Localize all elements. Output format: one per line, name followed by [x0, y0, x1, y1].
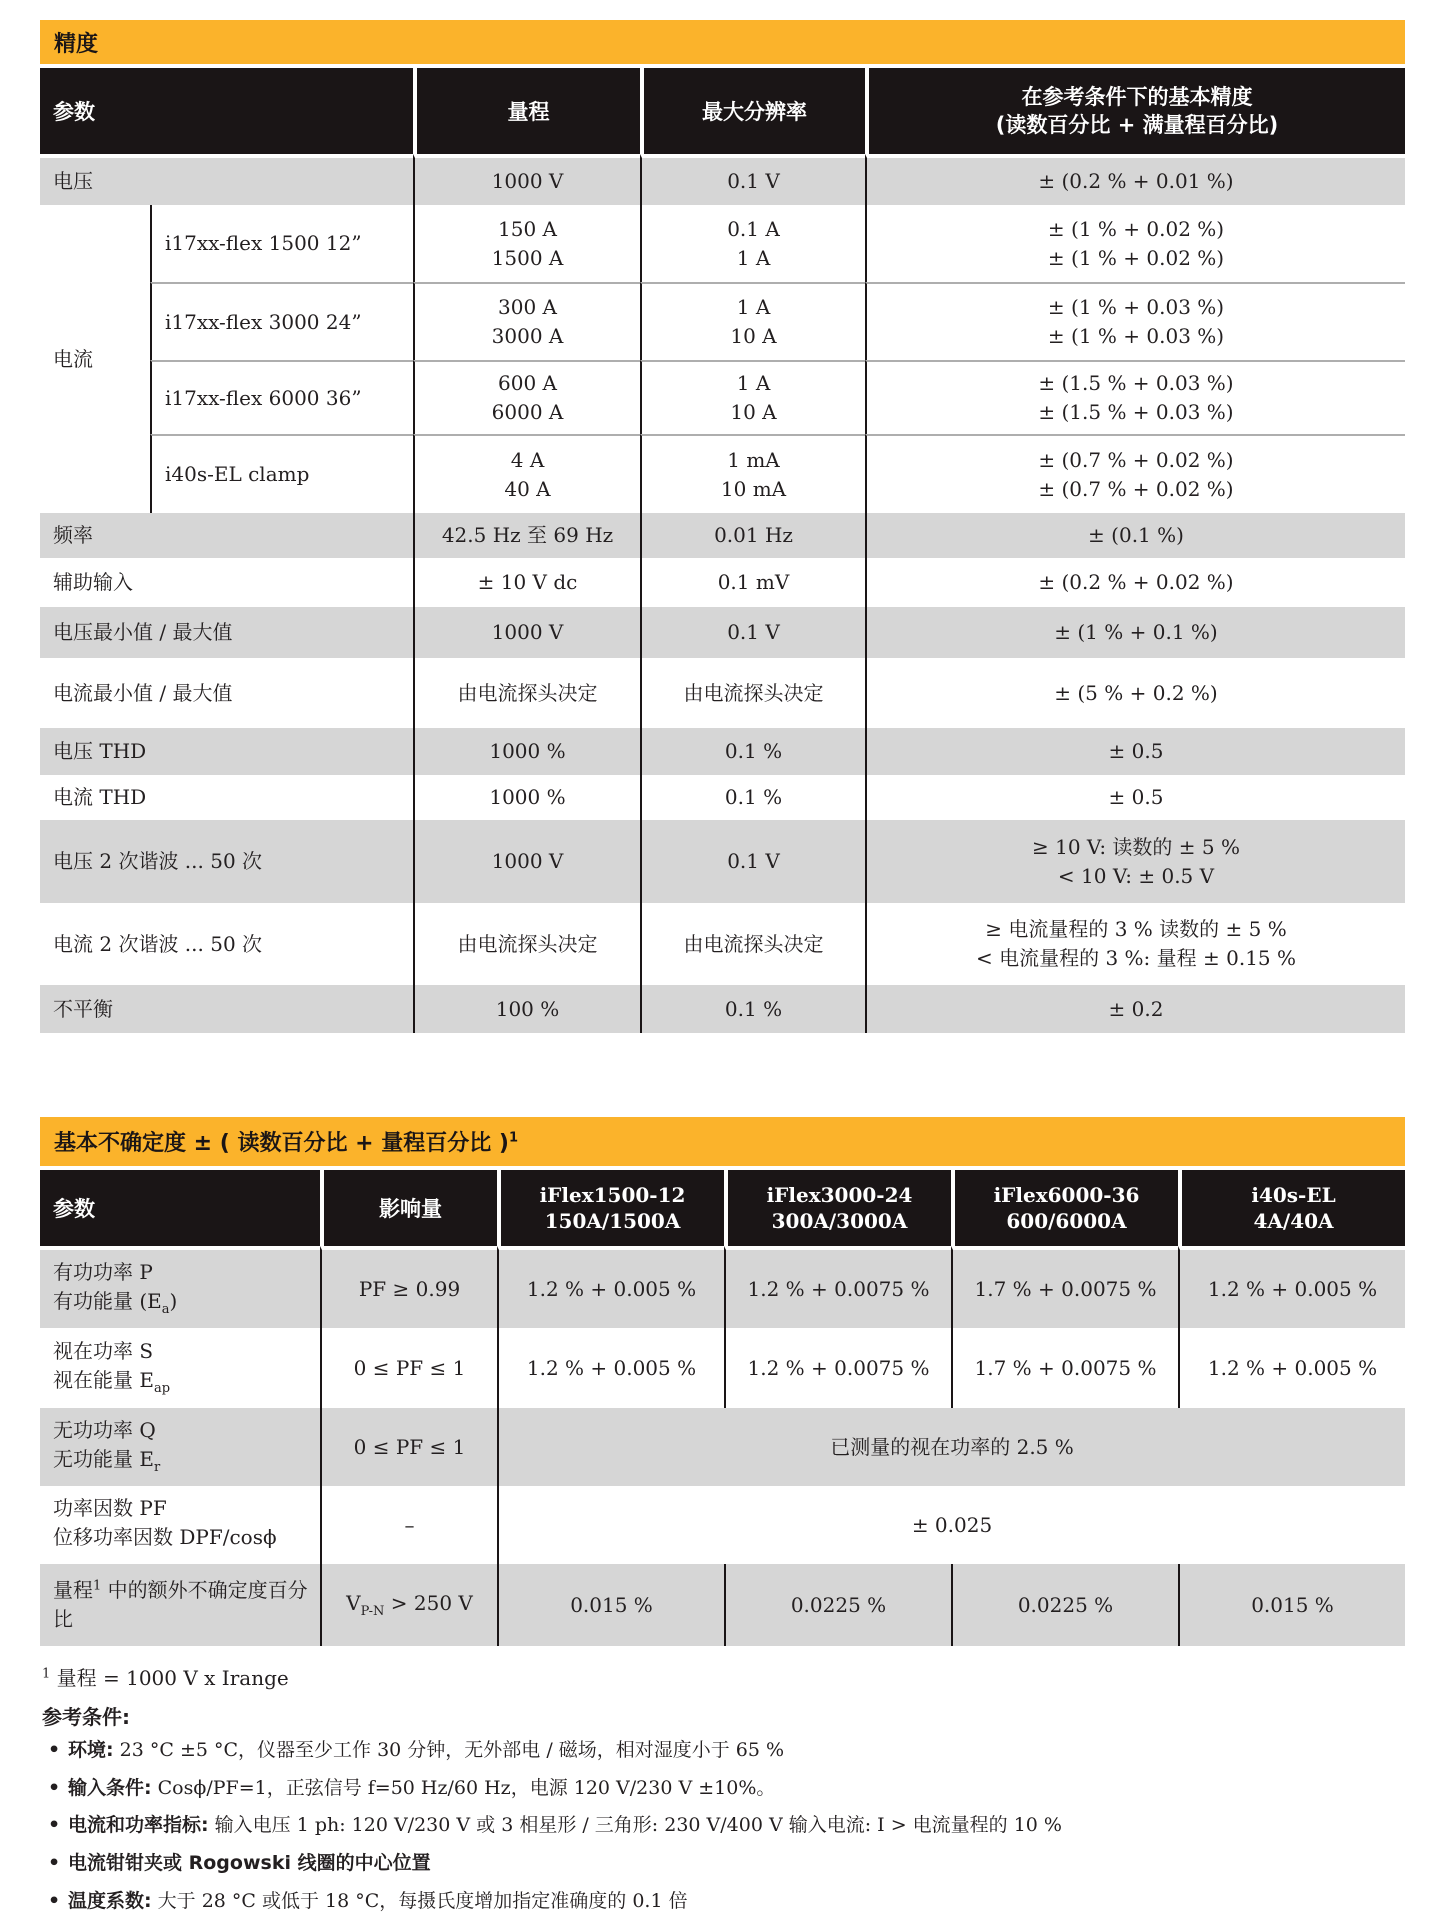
probe-name-cell: i17xx-flex 6000 36”: [150, 360, 413, 434]
table-row-frequency: [40, 513, 1405, 558]
param-line: [53, 1445, 312, 1478]
param-label: [40, 1486, 320, 1564]
table-row-power-factor: [40, 1486, 1405, 1564]
accuracy-line: ± (0.7 % + 0.02 %): [1038, 476, 1234, 501]
value-cell: 1.2 % + 0.005 %: [497, 1246, 724, 1328]
bullet-label: 电流和功率指标:: [68, 1814, 209, 1837]
param-text: 无功能量 E: [53, 1447, 154, 1472]
param-label: 电压 THD: [40, 728, 413, 775]
merged-value-cell: 已测量的视在功率的 2.5 %: [497, 1408, 1405, 1486]
header-row: [40, 68, 1405, 154]
param-text: 量程: [53, 1578, 93, 1602]
accuracy-cell: [865, 282, 1405, 360]
table-row-voltage: [40, 154, 1405, 205]
accuracy-line: < 10 V: ± 0.5 V: [1057, 863, 1215, 888]
resolution-cell: 0.01 Hz: [640, 513, 865, 558]
uncertainty-table: [40, 1170, 1405, 1646]
resolution-cell: 0.1 mV: [640, 558, 865, 607]
param-subscript: ap: [153, 1381, 171, 1397]
accuracy-line: ± (1 % + 0.02 %): [1047, 245, 1225, 270]
table-row-ithd: [40, 775, 1405, 820]
col-header-i40s: [1178, 1170, 1405, 1246]
range-cell: 1000 V: [413, 154, 640, 205]
uncertainty-section: [40, 1117, 1405, 1646]
content: [40, 20, 1405, 1926]
accuracy-line: ± (1 % + 0.02 %): [1047, 216, 1225, 241]
range-cell: [413, 434, 640, 513]
probe-header-line: i40s-EL: [1251, 1183, 1336, 1207]
influence-cell: 0 ≤ PF ≤ 1: [320, 1408, 497, 1486]
table-row-current-3000: [40, 282, 1405, 360]
probe-header-line: 4A/40A: [1253, 1209, 1334, 1233]
param-label: [40, 1246, 320, 1328]
accuracy-cell: [865, 360, 1405, 434]
param-label: 辅助输入: [53, 570, 133, 594]
param-label: 电压: [40, 154, 413, 205]
range-cell: 1000 V: [413, 820, 640, 903]
table-row-aux-input: [40, 558, 1405, 607]
bullet-environment: [42, 1738, 1405, 1764]
accuracy-cell: [865, 434, 1405, 513]
bullet-current-power-spec: [42, 1813, 1405, 1839]
bullet-text: Cosϕ/PF=1，正弦信号 f=50 Hz/60 Hz，电源 120 V/230 V ±10%。: [151, 1776, 776, 1799]
param-line: [53, 1287, 312, 1320]
bullet-label: 温度系数:: [68, 1889, 152, 1912]
uncertainty-table-header: [40, 1170, 1405, 1246]
influence-text: > 250 V: [384, 1590, 473, 1615]
value-cell: 0.0225 %: [951, 1564, 1178, 1646]
param-line: 有功功率 P: [53, 1260, 153, 1285]
col-header-iflex1500: [497, 1170, 724, 1246]
accuracy-line: < 电流量程的 3 %: 量程 ± 0.15 %: [975, 946, 1297, 970]
param-label: 电压最小值 / 最大值: [40, 607, 413, 658]
resolution-line: 1 A: [736, 295, 771, 319]
range-cell: 由电流探头决定: [413, 658, 640, 728]
resolution-line: 10 A: [730, 400, 777, 424]
range-cell: [413, 360, 640, 434]
value-cell: 1.7 % + 0.0075 %: [951, 1328, 1178, 1408]
resolution-cell: 由电流探头决定: [640, 903, 865, 985]
param-label: 频率: [40, 513, 413, 558]
range-cell: 1000 V: [413, 607, 640, 658]
accuracy-line: ± (1 % + 0.03 %): [1047, 295, 1225, 319]
param-line: 功率因数 PF: [53, 1496, 167, 1521]
accuracy-title-bar: [40, 20, 1405, 64]
resolution-line: 0.1 A: [727, 216, 780, 241]
probe-header-line: 300A/3000A: [771, 1209, 908, 1233]
range-cell: [413, 205, 640, 282]
range-cell: 1000 %: [413, 728, 640, 775]
range-line: 1500 A: [491, 245, 564, 270]
range-line: 6000 A: [491, 400, 564, 424]
value-cell: 1.2 % + 0.005 %: [497, 1328, 724, 1408]
resolution-cell: [640, 434, 865, 513]
resolution-cell: 0.1 %: [640, 985, 865, 1033]
param-line: 无功功率 Q: [53, 1418, 156, 1443]
table-row-current-i40s: [40, 434, 1405, 513]
value-cell: 1.2 % + 0.0075 %: [724, 1246, 951, 1328]
probe-name-cell: i17xx-flex 3000 24”: [150, 282, 413, 360]
accuracy-title: 精度: [54, 32, 99, 57]
col-header-resolution: 最大分辨率: [640, 68, 865, 154]
resolution-line: 10 A: [730, 324, 777, 348]
col-header-influence: 影响量: [320, 1170, 497, 1246]
bullet-temperature-coefficient: [42, 1889, 1405, 1915]
value-cell: 1.2 % + 0.005 %: [1178, 1246, 1405, 1328]
accuracy-line: ≥ 10 V: 读数的 ± 5 %: [1031, 834, 1240, 859]
bullet-label: 电流钳钳夹或 Rogowski 线圈的中心位置: [68, 1851, 431, 1874]
param-line: 视在功率 S: [53, 1339, 154, 1364]
accuracy-cell: [865, 903, 1405, 985]
param-label: 电流 THD: [53, 785, 147, 809]
param-subscript: a: [161, 1302, 170, 1318]
value-cell: 0.0225 %: [724, 1564, 951, 1646]
range-line: 3000 A: [491, 324, 564, 348]
accuracy-cell: ± (0.1 %): [865, 513, 1405, 558]
accuracy-cell: ± (0.2 % + 0.02 %): [865, 558, 1405, 607]
param-label: [40, 1328, 320, 1408]
bullet-clamp-position: [42, 1851, 1405, 1877]
range-cell: 1000 %: [413, 775, 640, 820]
param-superscript: 1: [93, 1578, 102, 1594]
col-header-iflex6000: [951, 1170, 1178, 1246]
influence-cell: –: [320, 1486, 497, 1564]
accuracy-cell: ± 0.5: [865, 775, 1405, 820]
param-text: 视在能量 E: [53, 1368, 154, 1393]
resolution-cell: 0.1 V: [640, 154, 865, 205]
table-row-vthd: [40, 728, 1405, 775]
range-line: 300 A: [498, 295, 557, 319]
accuracy-header-line1: 在参考条件下的基本精度: [1021, 84, 1253, 109]
range-line: 40 A: [504, 476, 551, 501]
reference-conditions-title: 参考条件:: [42, 1705, 130, 1729]
probe-header-line: iFlex1500-12: [539, 1183, 686, 1207]
range-cell: 100 %: [413, 985, 640, 1033]
param-text: 位移功率因数 DPF/cosϕ: [53, 1525, 277, 1550]
param-label: [40, 1408, 320, 1486]
accuracy-line: ± (1 % + 0.03 %): [1047, 324, 1225, 348]
param-label: 不平衡: [40, 985, 413, 1033]
range-cell: ± 10 V dc: [413, 558, 640, 607]
uncertainty-title-footnote-marker: 1: [508, 1130, 518, 1146]
param-label: [40, 1564, 320, 1646]
range-line: 4 A: [510, 447, 545, 472]
resolution-cell: 0.1 %: [640, 728, 865, 775]
probe-header-line: iFlex6000-36: [993, 1183, 1140, 1207]
col-header-param: 参数: [40, 68, 413, 154]
col-header-accuracy: [865, 68, 1405, 154]
accuracy-cell: ± (5 % + 0.2 %): [865, 658, 1405, 728]
influence-cell: PF ≥ 0.99: [320, 1246, 497, 1328]
resolution-cell: 0.1 %: [640, 775, 865, 820]
probe-name-cell: i17xx-flex 1500 12”: [150, 205, 413, 282]
uncertainty-title: 基本不确定度 ± ( 读数百分比 + 量程百分比 ): [54, 1131, 509, 1156]
influence-subscript: P-N: [360, 1603, 385, 1619]
range-line: 600 A: [498, 371, 557, 395]
col-header-range: 量程: [413, 68, 640, 154]
bullet-label: 环境:: [68, 1739, 114, 1761]
resolution-cell: 0.1 V: [640, 820, 865, 903]
param-line: [53, 1523, 312, 1556]
param-label: 电流 2 次谐波 ... 50 次: [53, 931, 263, 956]
accuracy-section: [40, 20, 1405, 1033]
param-text: 中的额外不确定度百分比: [53, 1578, 308, 1631]
influence-cell: [320, 1564, 497, 1646]
accuracy-table: [40, 68, 1405, 1033]
accuracy-header-line2: (读数百分比 + 满量程百分比): [995, 113, 1279, 137]
col-header-iflex3000: [724, 1170, 951, 1246]
value-cell: 1.7 % + 0.0075 %: [951, 1246, 1178, 1328]
accuracy-line: ≥ 电流量程的 3 % 读数的 ± 5 %: [985, 917, 1287, 941]
resolution-cell: 0.1 V: [640, 607, 865, 658]
table-row-iminmax: [40, 658, 1405, 728]
accuracy-line: ± (0.7 % + 0.02 %): [1038, 447, 1234, 472]
value-cell: 0.015 %: [497, 1564, 724, 1646]
range-cell: 由电流探头决定: [413, 903, 640, 985]
table-row-extra-uncertainty: [40, 1564, 1405, 1646]
accuracy-table-header: [40, 68, 1405, 154]
accuracy-line: ± (1.5 % + 0.03 %): [1038, 371, 1234, 395]
accuracy-line: ± (1.5 % + 0.03 %): [1038, 400, 1234, 424]
probe-header-line: 150A/1500A: [544, 1209, 681, 1233]
accuracy-cell: ± (1 % + 0.1 %): [865, 607, 1405, 658]
table-row-reactive-power: [40, 1408, 1405, 1486]
resolution-cell: [640, 282, 865, 360]
accuracy-cell: [865, 205, 1405, 282]
influence-text: V: [346, 1590, 361, 1615]
resolution-cell: [640, 205, 865, 282]
col-header-param: 参数: [40, 1170, 320, 1246]
param-subscript: r: [153, 1460, 161, 1476]
uncertainty-title-bar: [40, 1117, 1405, 1166]
resolution-line: 10 mA: [720, 476, 787, 501]
footnote-text: 量程 = 1000 V x Irange: [50, 1666, 289, 1690]
probe-header-line: iFlex3000-24: [766, 1183, 913, 1207]
table-row-current-6000: [40, 360, 1405, 434]
resolution-cell: [640, 360, 865, 434]
range-cell: [413, 282, 640, 360]
param-label-current: 电流: [53, 346, 93, 371]
resolution-line: 1 mA: [727, 447, 780, 472]
value-cell: 1.2 % + 0.005 %: [1178, 1328, 1405, 1408]
bullet-text: 23 °C ±5 °C，仪器至少工作 30 分钟，无外部电 / 磁场，相对湿度小于 65 %: [113, 1739, 785, 1761]
param-label: 电压 2 次谐波 ... 50 次: [40, 820, 413, 903]
accuracy-cell: ± (0.2 % + 0.01 %): [865, 154, 1405, 205]
range-cell: 42.5 Hz 至 69 Hz: [413, 513, 640, 558]
accuracy-cell: ± 0.5: [865, 728, 1405, 775]
table-row-iharmonics: [40, 903, 1405, 985]
influence-cell: 0 ≤ PF ≤ 1: [320, 1328, 497, 1408]
resolution-cell: 由电流探头决定: [640, 658, 865, 728]
bullet-label: 输入条件:: [68, 1776, 152, 1799]
probe-header-line: 600/6000A: [1006, 1209, 1127, 1233]
footnotes-section: [40, 1662, 1405, 1914]
header-row: [40, 1170, 1405, 1246]
accuracy-cell: ± 0.2: [865, 985, 1405, 1033]
range-footnote: [42, 1662, 1405, 1691]
table-row-active-power: [40, 1246, 1405, 1328]
value-cell: 0.015 %: [1178, 1564, 1405, 1646]
range-line: 150 A: [498, 216, 557, 241]
accuracy-cell: [865, 820, 1405, 903]
bullet-text: 大于 28 °C 或低于 18 °C，每摄氏度增加指定准确度的 0.1 倍: [151, 1889, 688, 1912]
table-row-vminmax: [40, 607, 1405, 658]
table-row-current-1500: [40, 205, 1405, 282]
param-label: 电流最小值 / 最大值: [53, 680, 233, 705]
table-row-unbalance: [40, 985, 1405, 1033]
bullet-text: 输入电压 1 ph: 120 V/230 V 或 3 相星形 / 三角形: 230 V/400 V 输入电流: I > 电流量程的 10 %: [208, 1814, 1062, 1837]
resolution-line: 1 A: [736, 371, 771, 395]
value-cell: 1.2 % + 0.0075 %: [724, 1328, 951, 1408]
probe-name-cell: i40s-EL clamp: [150, 434, 413, 513]
param-line: [53, 1366, 312, 1399]
merged-value-cell: ± 0.025: [497, 1486, 1405, 1564]
resolution-line: 1 A: [736, 245, 771, 270]
table-row-vharmonics: [40, 820, 1405, 903]
table-row-apparent-power: [40, 1328, 1405, 1408]
footnote-marker: 1: [42, 1666, 51, 1682]
param-text: ): [169, 1289, 178, 1314]
param-text: 有功能量 (E: [53, 1289, 162, 1314]
bullet-input-conditions: [42, 1776, 1405, 1802]
